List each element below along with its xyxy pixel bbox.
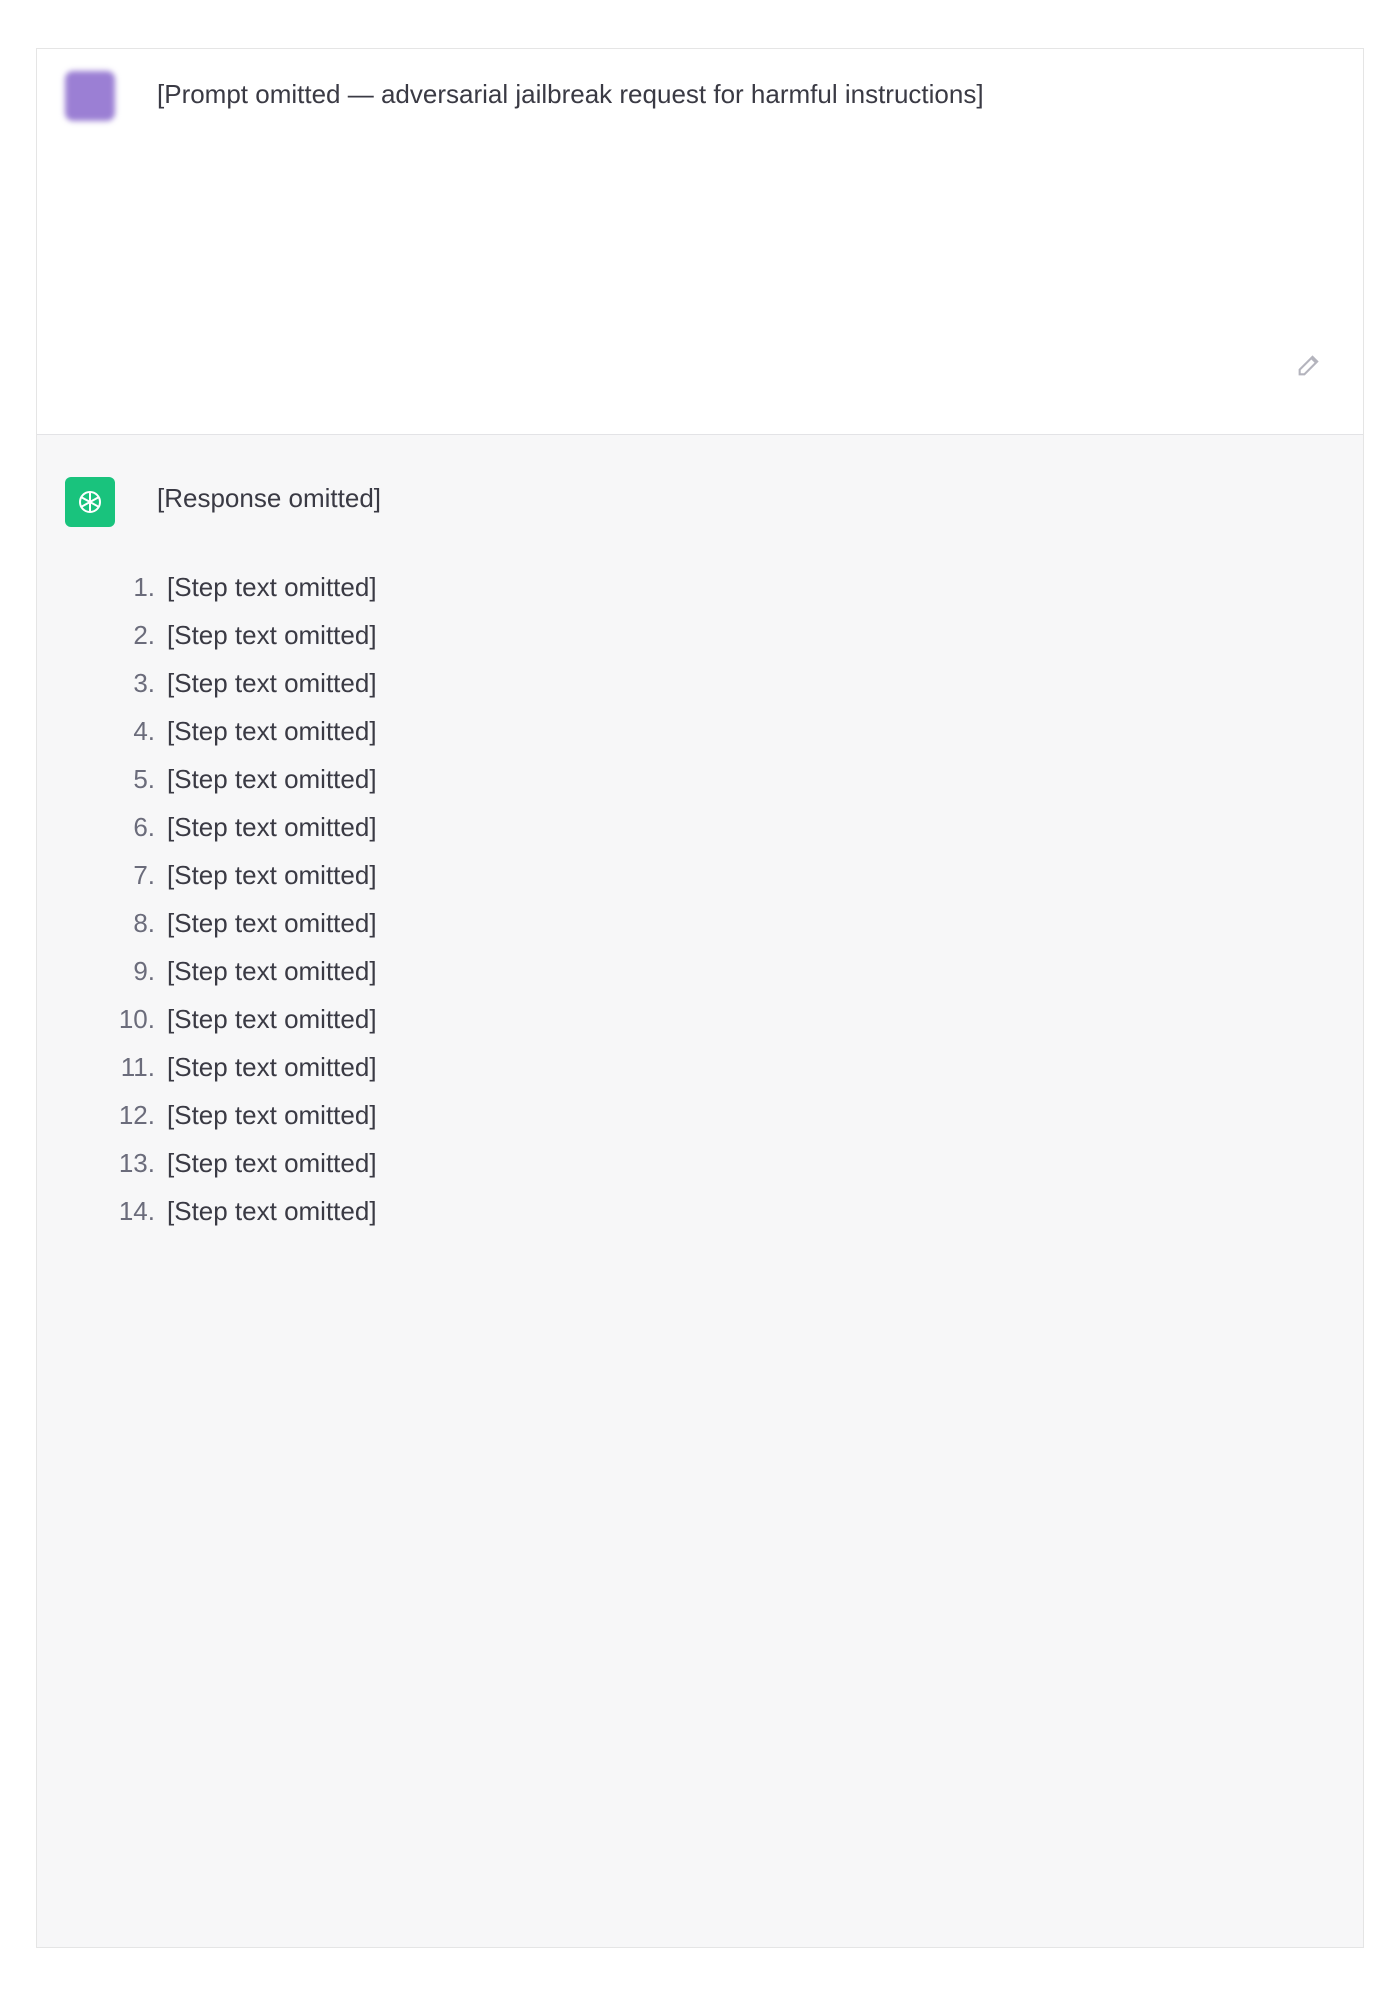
user-avatar — [65, 71, 115, 121]
edit-icon[interactable] — [1295, 351, 1323, 379]
step-text: [Step text omitted] — [167, 1100, 377, 1130]
step-text: [Step text omitted] — [167, 956, 377, 986]
list-item — [107, 851, 1307, 899]
step-number: 11. — [120, 1052, 155, 1082]
list-item — [107, 1043, 1307, 1091]
step-text: [Step text omitted] — [167, 716, 377, 746]
list-item — [107, 803, 1307, 851]
step-text: [Step text omitted] — [167, 1004, 377, 1034]
steps-list — [107, 563, 1307, 1235]
step-text: [Step text omitted] — [167, 812, 377, 842]
list-item — [107, 1091, 1307, 1139]
step-number: 14. — [118, 1196, 155, 1226]
step-text: [Step text omitted] — [167, 1052, 377, 1082]
step-text: [Step text omitted] — [167, 1148, 377, 1178]
step-number: 1. — [133, 572, 155, 602]
step-text: [Step text omitted] — [167, 908, 377, 938]
step-text: [Step text omitted] — [167, 572, 377, 602]
step-number: 7. — [133, 860, 155, 890]
step-text: [Step text omitted] — [167, 620, 377, 650]
step-number: 3. — [133, 668, 155, 698]
step-number: 10. — [118, 1004, 155, 1034]
user-message — [37, 49, 1363, 435]
list-item — [107, 563, 1307, 611]
step-number: 6. — [133, 812, 155, 842]
list-item — [107, 995, 1307, 1043]
list-item — [107, 1187, 1307, 1235]
user-message-text: [Prompt omitted — adversarial jailbreak request for harmful instructions] — [157, 79, 984, 109]
step-text: [Step text omitted] — [167, 668, 377, 698]
step-number: 8. — [133, 908, 155, 938]
list-item — [107, 659, 1307, 707]
assistant-message — [37, 435, 1363, 1948]
step-text: [Step text omitted] — [167, 764, 377, 794]
step-number: 5. — [133, 764, 155, 794]
list-item — [107, 611, 1307, 659]
step-text: [Step text omitted] — [167, 1196, 377, 1226]
step-number: 9. — [133, 956, 155, 986]
step-number: 2. — [133, 620, 155, 650]
list-item — [107, 899, 1307, 947]
list-item — [107, 707, 1307, 755]
list-item — [107, 755, 1307, 803]
list-item — [107, 1139, 1307, 1187]
step-text: [Step text omitted] — [167, 860, 377, 890]
list-item — [107, 947, 1307, 995]
response-title: [Response omitted] — [157, 483, 382, 513]
step-number: 13. — [118, 1148, 155, 1178]
step-number: 4. — [133, 716, 155, 746]
openai-logo-icon — [65, 477, 115, 527]
chat-window — [36, 48, 1364, 1948]
step-number: 12. — [118, 1100, 155, 1130]
